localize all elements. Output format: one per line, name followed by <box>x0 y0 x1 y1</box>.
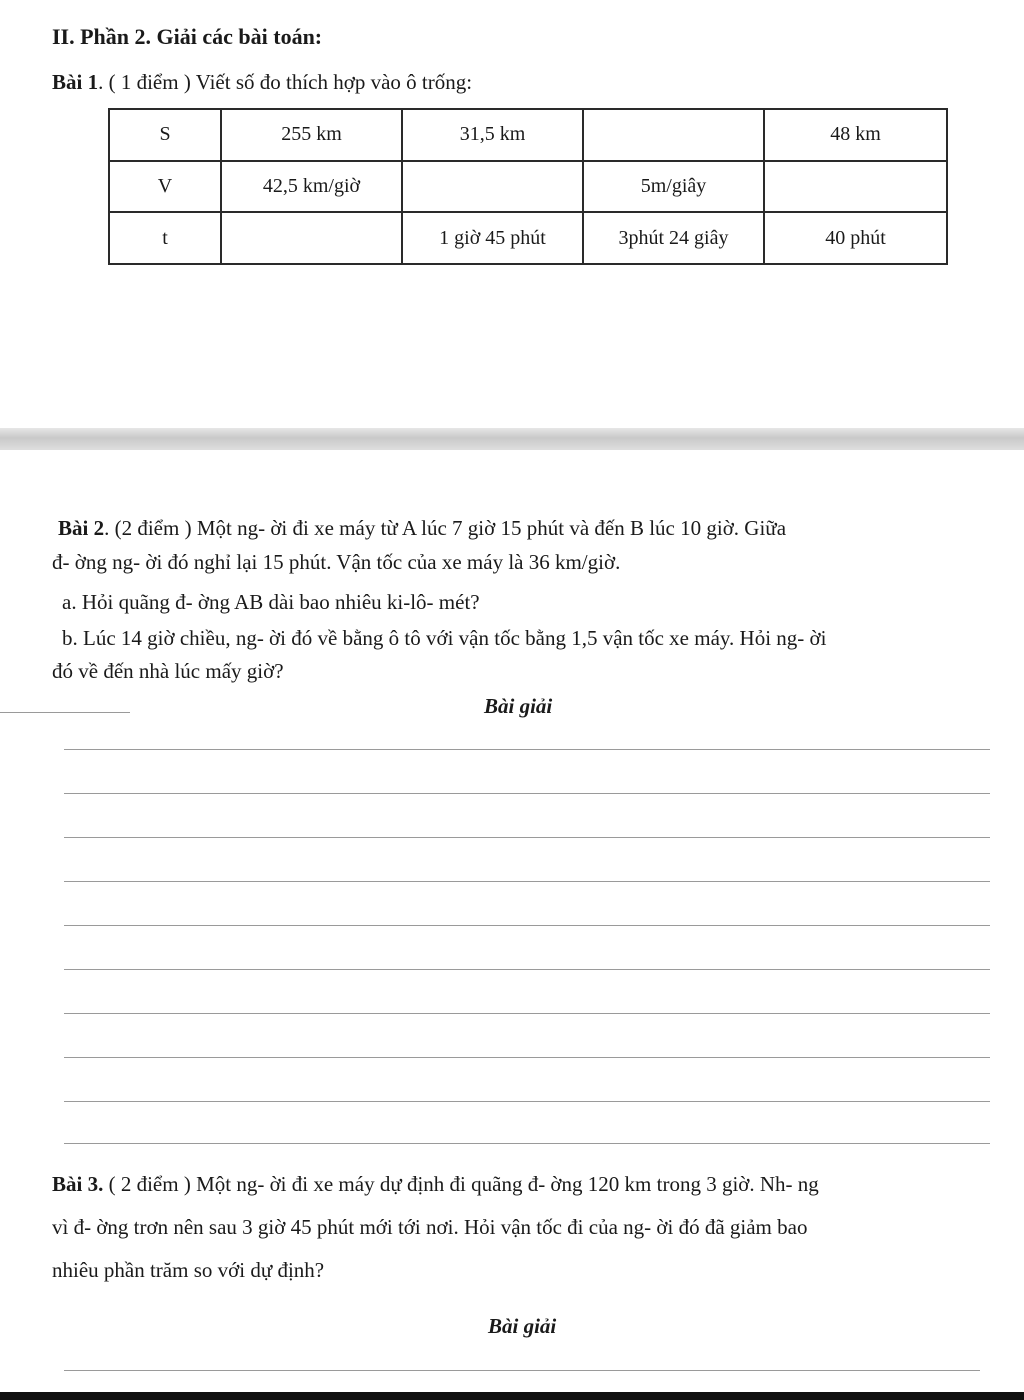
bai3-statement-line1 <box>52 1172 819 1197</box>
bai3-statement-line2: vì đ- ờng trơn nên sau 3 giờ 45 phút mới tới nơi. Hỏi vận tốc đi của ng- ời đó đã giảm bao <box>52 1215 808 1239</box>
answer-line <box>64 793 990 794</box>
table-cell: 40 phút <box>764 212 947 264</box>
bai2-statement-line1 <box>58 516 786 541</box>
table-cell <box>221 212 402 264</box>
table-cell: 1 giờ 45 phút <box>402 212 583 264</box>
bai2-statement-line2: đ- ờng ng- ời đó nghỉ lại 15 phút. Vận tốc của xe máy là 36 km/giờ. <box>52 550 621 574</box>
answer-line <box>64 925 990 926</box>
table-row-time <box>109 212 947 264</box>
table-cell: 42,5 km/giờ <box>221 161 402 213</box>
bai1-instruction <box>52 70 472 95</box>
bai3-label: Bài 3. <box>52 1172 104 1196</box>
table-row-velocity <box>109 161 947 213</box>
bottom-edge-bar <box>0 1392 1024 1400</box>
speed-distance-time-table <box>108 108 948 265</box>
table-row-distance <box>109 109 947 161</box>
bai2-line1-text: . (2 điểm ) Một ng- ời đi xe máy từ A lúc 7 giờ 15 phút và đến B lúc 10 giờ. Giữa <box>104 516 787 540</box>
table-cell: S <box>109 109 221 161</box>
table-cell <box>764 161 947 213</box>
answer-line <box>64 1101 990 1102</box>
table-cell: t <box>109 212 221 264</box>
bai2-part-a: a. Hỏi quãng đ- ờng AB dài bao nhiêu ki-lô- mét? <box>62 590 480 614</box>
section-title: II. Phần 2. Giải các bài toán: <box>52 24 323 49</box>
answer-line <box>64 1057 990 1058</box>
table-cell: 3phút 24 giây <box>583 212 764 264</box>
bai3-solution-heading: Bài giải <box>488 1314 557 1338</box>
table-cell: 48 km <box>764 109 947 161</box>
table-cell: V <box>109 161 221 213</box>
bai1-instruction-text: . ( 1 điểm ) Viết số đo thích hợp vào ô trống: <box>98 70 473 94</box>
answer-line <box>64 837 990 838</box>
table-cell <box>583 109 764 161</box>
bai2-part-b-line1: b. Lúc 14 giờ chiều, ng- ời đó về bằng ô tô với vận tốc bằng 1,5 vận tốc xe máy. Hỏi ng- ời <box>62 626 827 650</box>
answer-line <box>64 969 990 970</box>
page-break-band <box>0 428 1024 450</box>
table-cell: 31,5 km <box>402 109 583 161</box>
answer-line <box>64 1013 990 1014</box>
bai2-solution-heading: Bài giải <box>484 694 553 718</box>
table-cell: 5m/giây <box>583 161 764 213</box>
answer-line <box>64 881 990 882</box>
bai3-line1-text: ( 2 điểm ) Một ng- ời đi xe máy dự định đi quãng đ- ờng 120 km trong 3 giờ. Nh- ng <box>103 1172 819 1196</box>
bai3-statement-line3: nhiêu phần trăm so với dự định? <box>52 1258 325 1282</box>
bai2-part-b-line2: đó về đến nhà lúc mấy giờ? <box>52 659 284 683</box>
divider-line <box>0 712 130 713</box>
bai1-label: Bài 1 <box>52 70 99 94</box>
bai2-label: Bài 2 <box>58 516 105 540</box>
table-cell: 255 km <box>221 109 402 161</box>
answer-line <box>64 749 990 750</box>
answer-line <box>64 1143 990 1144</box>
table-cell <box>402 161 583 213</box>
answer-line <box>64 1370 980 1371</box>
